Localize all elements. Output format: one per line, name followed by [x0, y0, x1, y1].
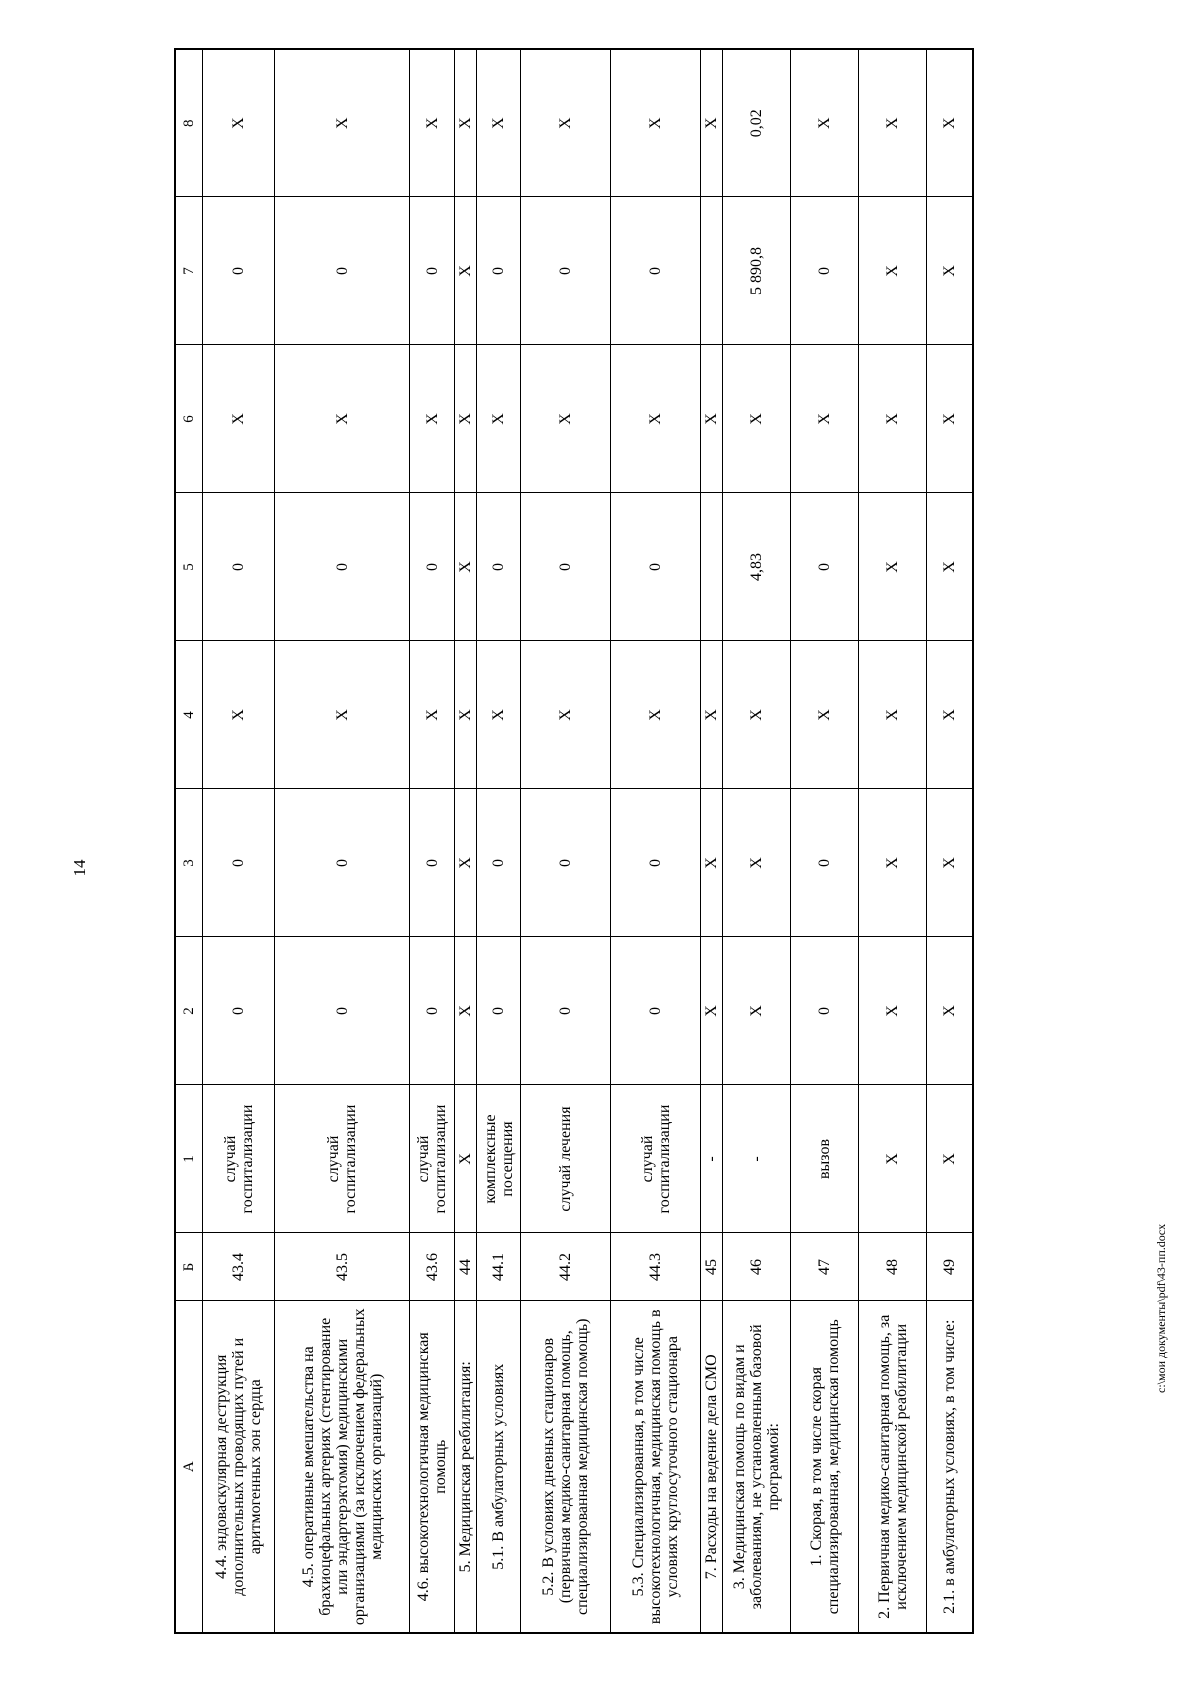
table-cell: 2. Первичная медико-санитарная помощь, за исключением медицинской реабилитации	[859, 1301, 927, 1633]
table-cell: случай госпитализации	[203, 1085, 275, 1233]
table-row	[410, 49, 455, 1633]
table-cell: 45	[701, 1233, 723, 1301]
table-cell: 0	[203, 197, 275, 345]
table-cell: Х	[701, 641, 723, 789]
table-cell: 5.2. В условиях дневных стационаров (первичная медико-санитарная помощь, специализированная медицинская помощь)	[521, 1301, 611, 1633]
table-cell: Х	[927, 345, 973, 493]
table-cell: 0	[611, 493, 701, 641]
table-cell: Х	[791, 641, 859, 789]
rotated-table-container	[174, 50, 1024, 1634]
footer-file-path: c:\мои документы\pdf\43-пп.docx	[1154, 1223, 1168, 1393]
table-cell: Х	[701, 345, 723, 493]
table-cell: Х	[477, 49, 521, 197]
page-number: 14	[70, 859, 89, 877]
table-cell: 48	[859, 1233, 927, 1301]
table-cell: 0	[410, 197, 455, 345]
table-cell: Х	[521, 345, 611, 493]
table-cell: 0	[203, 493, 275, 641]
table-cell: 43.4	[203, 1233, 275, 1301]
table-cell: Х	[611, 641, 701, 789]
table-cell: 2.1. в амбулаторных условиях, в том числе:	[927, 1301, 973, 1633]
table-cell: 4.6. высокотехнологичная медицинская помощь	[410, 1301, 455, 1633]
table-cell: -	[701, 1085, 723, 1233]
table-cell: Х	[859, 937, 927, 1085]
table-cell: 4,83	[723, 493, 791, 641]
table-cell: 0	[410, 937, 455, 1085]
table-cell: 0	[477, 937, 521, 1085]
table-cell: 0	[791, 197, 859, 345]
header-row	[175, 49, 203, 1633]
table-cell: Х	[521, 641, 611, 789]
table-cell: 0	[791, 937, 859, 1085]
table-cell: Х	[723, 641, 791, 789]
table-cell: Х	[410, 641, 455, 789]
table-cell: 1. Скорая, в том числе скорая специализированная, медицинская помощь	[791, 1301, 859, 1633]
table-cell: Х	[477, 641, 521, 789]
table-cell: 0	[275, 197, 410, 345]
table-cell: Х	[723, 937, 791, 1085]
table-row	[701, 49, 723, 1633]
table-cell: 0	[611, 197, 701, 345]
header-cell: 1	[175, 1085, 203, 1233]
table-cell: Х	[203, 49, 275, 197]
table-cell: 0	[521, 937, 611, 1085]
table-cell: Х	[859, 493, 927, 641]
table-cell: Х	[455, 1085, 477, 1233]
table-row	[477, 49, 521, 1633]
table-cell: Х	[203, 345, 275, 493]
table-cell: Х	[455, 789, 477, 937]
table-cell: Х	[701, 937, 723, 1085]
table-cell: 0	[791, 493, 859, 641]
table-cell: -	[723, 1085, 791, 1233]
table-cell: 43.5	[275, 1233, 410, 1301]
table-cell: Х	[477, 345, 521, 493]
table-cell: Х	[927, 49, 973, 197]
table-cell: 0	[791, 789, 859, 937]
table-cell: 44.3	[611, 1233, 701, 1301]
table-cell: 44	[455, 1233, 477, 1301]
table-cell: Х	[927, 197, 973, 345]
table-row	[275, 49, 410, 1633]
table-cell: Х	[927, 641, 973, 789]
table-cell: Х	[611, 49, 701, 197]
table-cell: случай госпитализации	[410, 1085, 455, 1233]
table-cell: 47	[791, 1233, 859, 1301]
table-cell: 0	[203, 789, 275, 937]
table-cell: 7. Расходы на ведение дела СМО	[701, 1301, 723, 1633]
table-cell: 44.2	[521, 1233, 611, 1301]
table-row	[859, 49, 927, 1633]
header-cell: Б	[175, 1233, 203, 1301]
table-cell	[701, 197, 723, 345]
table-cell: 0	[521, 493, 611, 641]
table-cell: 4.4. эндоваскулярная деструкция дополнительных проводящих путей и аритмогенных зон сердца	[203, 1301, 275, 1633]
data-table	[174, 48, 974, 1634]
table-cell: Х	[203, 641, 275, 789]
table-cell: случай госпитализации	[611, 1085, 701, 1233]
table-row	[791, 49, 859, 1633]
table-cell: Х	[275, 641, 410, 789]
table-cell: Х	[791, 345, 859, 493]
table-cell: Х	[859, 789, 927, 937]
table-cell: 46	[723, 1233, 791, 1301]
header-cell: 3	[175, 789, 203, 937]
table-cell: 4.5. оперативные вмешательства на брахиоцефальных артериях (стентирование или эндартерэктомия) медицинскими организациями (за исключением федеральных медицинских организаций)	[275, 1301, 410, 1633]
table-cell: 0	[521, 789, 611, 937]
table-cell: Х	[701, 49, 723, 197]
table-cell: Х	[275, 49, 410, 197]
table-cell: 0	[521, 197, 611, 345]
table-cell: 5.1. В амбулаторных условиях	[477, 1301, 521, 1633]
table-cell: 43.6	[410, 1233, 455, 1301]
table-cell: Х	[410, 345, 455, 493]
table-cell: Х	[927, 1085, 973, 1233]
table-cell: Х	[723, 345, 791, 493]
table-cell: 0	[410, 789, 455, 937]
table-cell: Х	[455, 493, 477, 641]
table-cell: Х	[455, 641, 477, 789]
table-row	[203, 49, 275, 1633]
header-cell: 8	[175, 49, 203, 197]
table-cell: 0	[203, 937, 275, 1085]
table-cell: 0	[611, 789, 701, 937]
table-cell: Х	[455, 197, 477, 345]
table-cell: Х	[927, 493, 973, 641]
table-cell: случай госпитализации	[275, 1085, 410, 1233]
table-row	[723, 49, 791, 1633]
table-cell	[701, 493, 723, 641]
table-cell: Х	[275, 345, 410, 493]
table-cell: 44.1	[477, 1233, 521, 1301]
header-cell: 4	[175, 641, 203, 789]
table-cell: комплексные посещения	[477, 1085, 521, 1233]
table-cell: 0	[275, 789, 410, 937]
table-cell: 0,02	[723, 49, 791, 197]
table-cell: 0	[477, 789, 521, 937]
table-cell: Х	[455, 345, 477, 493]
table-cell: Х	[859, 197, 927, 345]
table-cell: Х	[455, 937, 477, 1085]
table-row	[455, 49, 477, 1633]
table-cell: 5. Медицинская реабилитация:	[455, 1301, 477, 1633]
table-cell: случай лечения	[521, 1085, 611, 1233]
table-cell: 49	[927, 1233, 973, 1301]
table-cell: 0	[275, 937, 410, 1085]
table-cell: 0	[410, 493, 455, 641]
table-row	[927, 49, 973, 1633]
header-cell: 2	[175, 937, 203, 1085]
table-cell: Х	[723, 789, 791, 937]
header-cell: 5	[175, 493, 203, 641]
header-cell: 6	[175, 345, 203, 493]
header-cell: 7	[175, 197, 203, 345]
table-cell: Х	[927, 937, 973, 1085]
table-cell: 5.3. Специализированная, в том числе высокотехнологичная, медицинская помощь в условиях круглосуточного стационара	[611, 1301, 701, 1633]
table-cell: Х	[701, 789, 723, 937]
table-cell: Х	[611, 345, 701, 493]
table-cell: Х	[927, 789, 973, 937]
table-cell: вызов	[791, 1085, 859, 1233]
table-cell: 5 890,8	[723, 197, 791, 345]
table-row	[521, 49, 611, 1633]
table-cell: 0	[477, 493, 521, 641]
table-cell: 0	[611, 937, 701, 1085]
table-cell: 0	[477, 197, 521, 345]
table-cell: Х	[859, 345, 927, 493]
table-cell: Х	[455, 49, 477, 197]
table-cell: Х	[859, 1085, 927, 1233]
table-cell: Х	[791, 49, 859, 197]
table-cell: 3. Медицинская помощь по видам и заболеваниям, не установленным базовой программой:	[723, 1301, 791, 1633]
table-row	[611, 49, 701, 1633]
header-cell: А	[175, 1301, 203, 1633]
table-cell: Х	[410, 49, 455, 197]
table-cell: Х	[859, 49, 927, 197]
table-cell: 0	[275, 493, 410, 641]
table-cell: Х	[859, 641, 927, 789]
table-cell: Х	[521, 49, 611, 197]
